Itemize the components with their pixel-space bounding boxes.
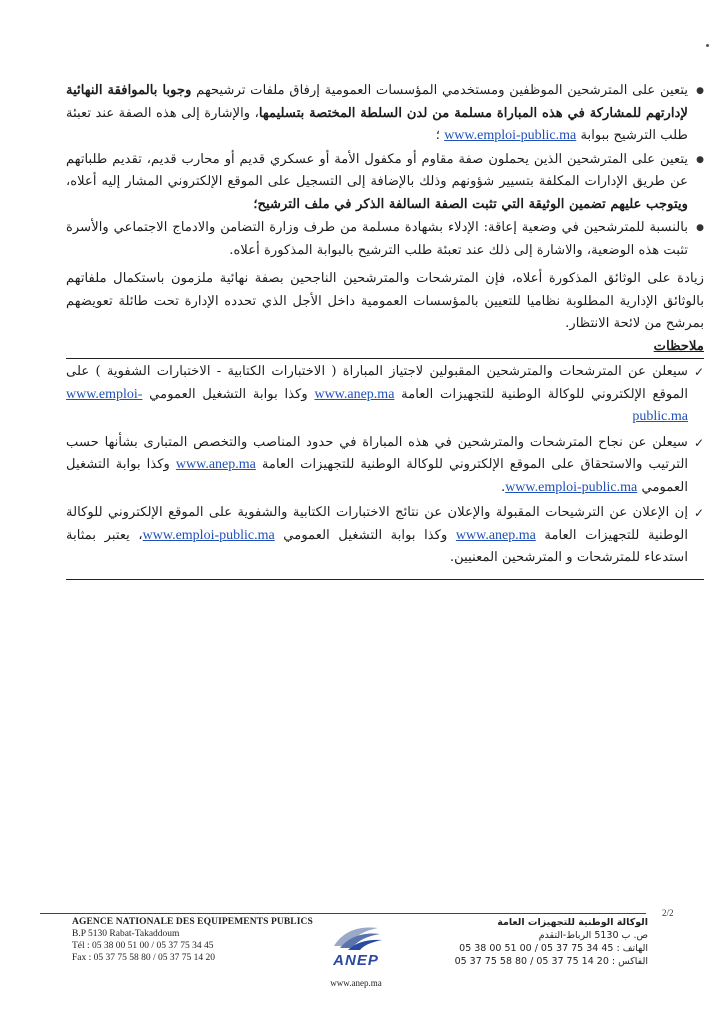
emploi-public-link[interactable]: www.emploi-public.ma: [505, 479, 638, 495]
requirement-item-veterans: [66, 149, 704, 217]
phone-value-ar: 05 38 00 51 00 / 05 37 75 34 45: [459, 943, 614, 954]
phone-ar: [448, 942, 648, 955]
phone-label-ar: الهاتف :: [616, 943, 648, 954]
text: وكذا بوابة التشغيل العمومي: [274, 527, 456, 543]
fax-ar: [448, 955, 648, 968]
text: سيعلن عن المترشحات والمترشحين المقبولين لاجتياز المباراة ( الاختبارات الكتابية - الاختبارات الشفوية ) على الموقع الإلكتروني للوكالة الوطنية للتجهيزات العامة: [66, 364, 688, 402]
corner-mark: [706, 44, 709, 47]
text: بالنسبة للمترشحين في وضعية إعاقة: الإدلاء بشهادة مسلمة من طرف وزارة التضامن والادماج الاجتماعي والأسرة تثبت هذه الوضعية، والاشارة إلى ذلك عند تعبئة طلب الترشيح بالبوابة المذكورة أعلاه.: [66, 220, 688, 258]
fax-label-ar: الفاكس :: [611, 956, 648, 967]
note-item-convocation: [66, 502, 704, 570]
text: وكذا بوابة التشغيل العمومي: [66, 457, 688, 495]
anep-logo-text: ANEP: [333, 952, 379, 969]
document-body: [66, 80, 704, 580]
fax-fr: Fax : 05 37 75 58 80 / 05 37 75 14 20: [72, 953, 216, 963]
bold-text: ويتوجب عليهم تضمين الوثيقة التي تثبت الصفة السالفة الذكر في ملف الترشيح؛: [253, 196, 688, 212]
text: إن الإعلان عن الترشيحات المقبولة والإعلان عن نتائج الاختبارات الكتابية والشفوية على الموقع الإلكتروني للوكالة الوطنية للتجهيزات العامة: [66, 505, 688, 543]
text: وكذا بوابة التشغيل العمومي: [142, 386, 315, 402]
agency-name-ar: الوكالة الوطنية للتجهيزات العامة: [497, 917, 648, 928]
text: يتعين على المترشحين الموظفين ومستخدمي المؤسسات العمومية إرفاق ملفات ترشيحهم: [191, 83, 688, 98]
text: ، والإشارة إلى هذه الصفة عند تعبئة طلب الترشيح ببوابة: [66, 105, 688, 143]
footer-divider: [40, 913, 646, 914]
note-item-success: [66, 432, 704, 500]
anep-website[interactable]: www.anep.ma: [330, 978, 382, 988]
agency-name-fr: AGENCE NATIONALE DES EQUIPEMENTS PUBLICS: [72, 917, 313, 927]
fax-value-ar: 05 37 75 58 80 / 05 37 75 14 20: [454, 956, 609, 967]
note-item-admitted: [66, 361, 704, 429]
anep-logo: [318, 920, 394, 976]
emploi-public-link[interactable]: www.emploi-public.ma: [142, 527, 275, 543]
anep-link[interactable]: www.anep.ma: [455, 527, 536, 543]
bold-text: وجوبا بالموافقة النهائية لإدارتهم للمشاركة في هذه المباراة مسلمة من لدن السلطة المختصة بتسليمها: [66, 83, 688, 121]
address-fr: B.P 5130 Rabat-Takaddoum: [72, 929, 180, 939]
text: يتعين على المترشحين الذين يحملون صفة مقاوم أو مكفول الأمة أو عسكري قديم أو محارب قديم، تقديم طلباتهم عن طريق الإدارات المكلفة بتسيير شؤونهم وذلك بالإضافة إلى التسجيل على الموقع الإلكتروني المشار إليه أعلاه،: [66, 151, 688, 189]
anep-link[interactable]: www.anep.ma: [314, 386, 395, 402]
requirement-item-disability: [66, 217, 704, 262]
anep-logo-icon: [326, 920, 386, 954]
text: ؛: [435, 128, 445, 143]
page-number: 2/2: [662, 908, 674, 918]
additional-documents-paragraph: زيادة على الوثائق المذكورة أعلاه، فإن المترشحات والمترشحين الناجحين بصفة نهائية ملزمون باستكمال ملفاتهم بالوثائق الإدارية المطلوبة نظاميا للتعيين بالمؤسسات العمومية داخل الأجل الذي تحدده الإدارة تحت طائلة تعويضهم بمرشح من لائحة الانتظار.: [66, 271, 704, 331]
phone-fr: Tél : 05 38 00 51 00 / 05 37 75 34 45: [72, 941, 214, 951]
address-ar: ص. ب 5130 الرباط-التقدم: [538, 930, 648, 941]
text: ، يعتبر بمثابة استدعاء للمترشحات و المترشحين المعنيين.: [66, 527, 688, 565]
emploi-public-link[interactable]: www.emploi-public.ma: [66, 386, 688, 424]
anep-link[interactable]: www.anep.ma: [175, 457, 256, 472]
notes-title: ملاحظات: [653, 338, 704, 354]
footer-contact-ar: [448, 916, 648, 968]
emploi-public-link[interactable]: www.emploi-public.ma: [444, 128, 577, 143]
text: سيعلن عن نجاح المترشحات والمترشحين في هذه المباراة في حدود المناصب والتخصص المتبارى بشأنها حسب الترتيب والاستحقاق على الموقع الإلكتروني للوكالة الوطنية للتجهيزات العامة: [66, 434, 689, 472]
notes-box: [66, 358, 704, 580]
footer-contact-fr: [72, 916, 322, 964]
text: .: [500, 479, 506, 495]
requirement-item-employees: [66, 80, 704, 148]
